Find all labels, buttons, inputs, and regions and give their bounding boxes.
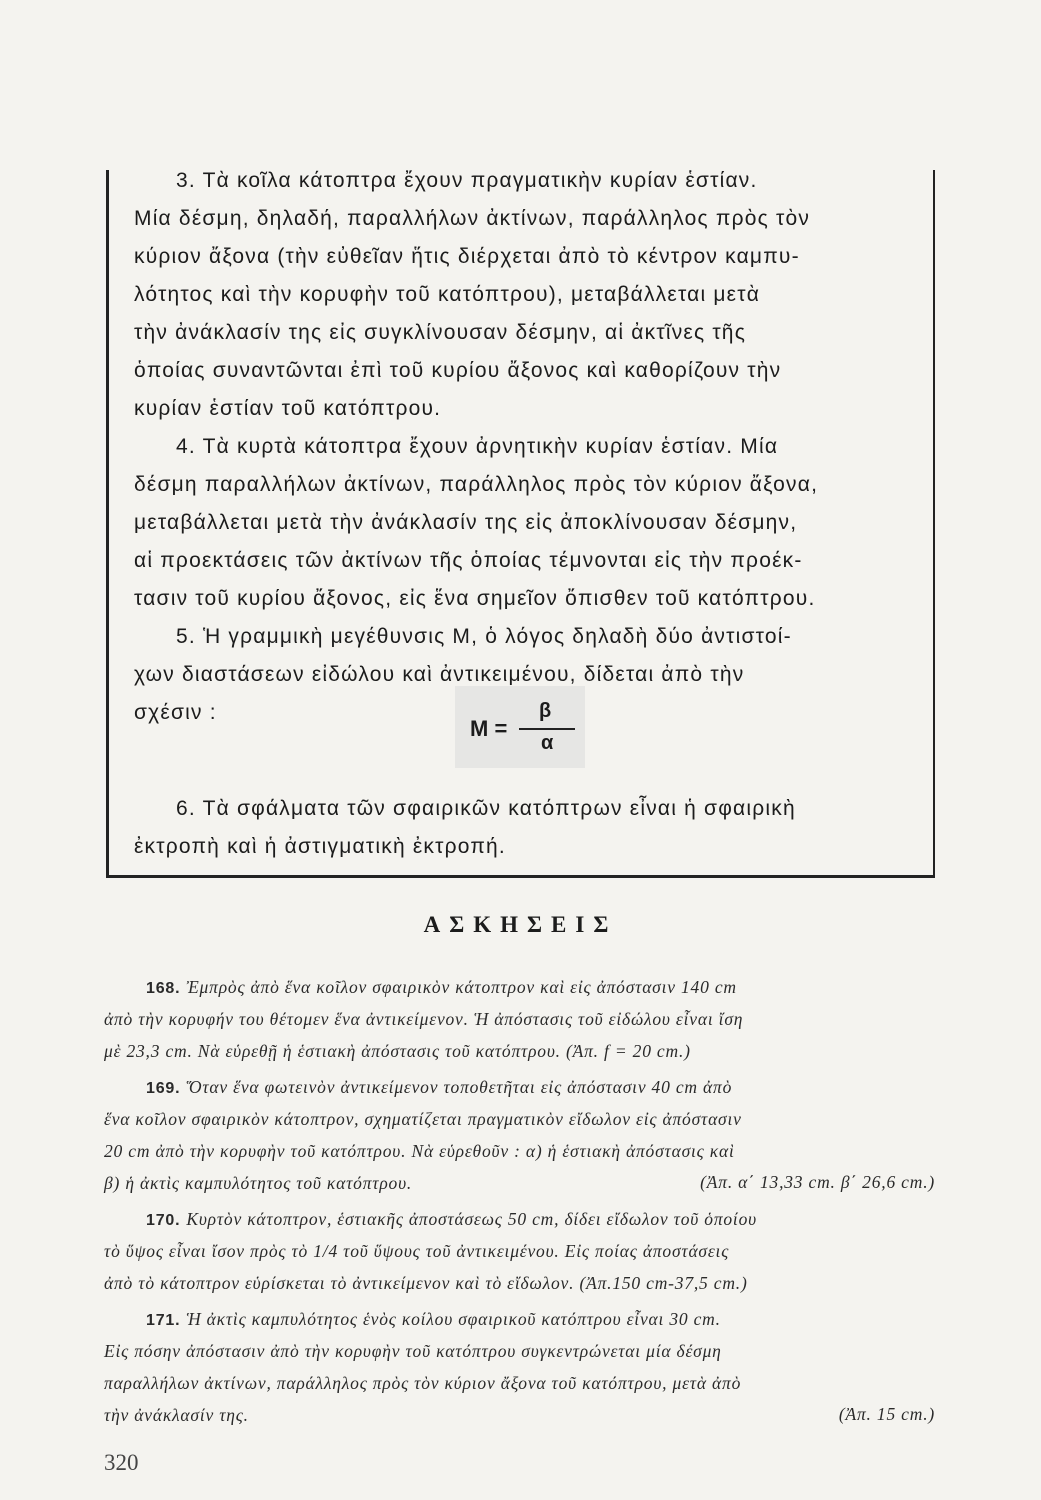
exercise-number: 170.: [146, 1212, 181, 1229]
exercise-171-answer: (Ἀπ. 15 cm.): [838, 1404, 935, 1424]
exercise-169-line: β) ἡ ἀκτὶς καμπυλότητος τοῦ κατόπτρου.: [104, 1173, 413, 1193]
summary-item4-line: 4. Τὰ κυρτὰ κάτοπτρα ἔχουν ἀρνητικὴν κυρίαν ἑστίαν. Μία: [176, 435, 779, 458]
summary-item3-line: τὴν ἀνάκλασίν της εἰς συγκλίνουσαν δέσμην, αἱ ἀκτῖνες τῆς: [134, 321, 747, 344]
exercise-171-line: τὴν ἀνάκλασίν της.: [104, 1405, 249, 1425]
summary-item3-line: κύριον ἄξονα (τὴν εὐθεῖαν ἥτις διέρχεται ἀπὸ τὸ κέντρον καμπυ-: [134, 245, 800, 268]
summary-item5-line: χων διαστάσεων εἰδώλου καὶ ἀντικειμένου, δίδεται ἀπὸ τὴν: [134, 663, 745, 686]
exercise-170-line: 170. Κυρτὸν κάτοπτρον, ἑστιακῆς ἀποστάσεως 50 cm, δίδει εἴδωλον τοῦ ὁποίου: [146, 1209, 757, 1229]
summary-item6-line: ἐκτροπὴ καὶ ἡ ἀστιγματικὴ ἐκτροπή.: [134, 835, 506, 858]
exercise-169-answer: (Ἀπ. α΄ 13,33 cm. β΄ 26,6 cm.): [700, 1172, 935, 1192]
summary-item4-line: δέσμη παραλλήλων ἀκτίνων, παράλληλος πρὸς τὸν κύριον ἄξονα,: [134, 473, 819, 496]
summary-item4-line: αἱ προεκτάσεις τῶν ἀκτίνων τῆς ὁποίας τέμνονται εἰς τὴν προέκ-: [134, 549, 803, 572]
exercise-169-line: 20 cm ἀπὸ τὴν κορυφὴν τοῦ κατόπτρου. Νὰ εὑρεθοῦν : α) ἡ ἑστιακὴ ἀπόστασις καὶ: [104, 1141, 735, 1161]
summary-item5-line: σχέσιν :: [134, 701, 217, 724]
summary-item6-line: 6. Τὰ σφάλματα τῶν σφαιρικῶν κατόπτρων εἶναι ἡ σφαιρικὴ: [176, 797, 796, 820]
exercise-170-line: ἀπὸ τὸ κάτοπτρον εὑρίσκεται τὸ ἀντικείμενον καὶ τὸ εἴδωλον. (Ἀπ.150 cm-37,5 cm.): [104, 1273, 748, 1293]
exercise-169-line: 169. Ὅταν ἕνα φωτεινὸν ἀντικείμενον τοποθετῆται εἰς ἀπόστασιν 40 cm ἀπὸ: [146, 1077, 733, 1097]
formula-numerator: β: [539, 700, 552, 722]
exercise-number: 169.: [146, 1080, 181, 1097]
formula-denominator: α: [541, 732, 554, 754]
formula-lhs: Μ =: [470, 716, 508, 741]
exercises-heading: ΑΣΚΗΣΕΙΣ: [423, 912, 618, 937]
summary-item4-line: μεταβάλλεται μετὰ τὴν ἀνάκλασίν της εἰς ἀποκλίνουσαν δέσμην,: [134, 511, 798, 534]
exercise-number: 168.: [146, 980, 181, 997]
summary-item3-line: ὁποίας συναντῶνται ἐπὶ τοῦ κυρίου ἄξονος καὶ καθορίζουν τὴν: [134, 359, 782, 382]
summary-item3-line: Μία δέσμη, δηλαδή, παραλλήλων ἀκτίνων, παράλληλος πρὸς τὸν: [134, 207, 811, 230]
page-number: 320: [104, 1450, 139, 1475]
exercise-171-line: παραλλήλων ἀκτίνων, παράλληλος πρὸς τὸν κύριον ἄξονα τοῦ κατόπτρου, μετὰ ἀπὸ: [104, 1373, 742, 1393]
summary-item5-line: 5. Ἡ γραμμικὴ μεγέθυνσις Μ, ὁ λόγος δηλαδὴ δύο ἀντιστοί-: [176, 625, 792, 648]
exercise-168-line: ἀπὸ τὴν κορυφήν του θέτομεν ἕνα ἀντικείμενον. Ἡ ἀπόστασις τοῦ εἰδώλου εἶναι ἴση: [104, 1009, 744, 1029]
exercise-171-line: Εἰς πόσην ἀπόστασιν ἀπὸ τὴν κορυφὴν τοῦ κατόπτρου συγκεντρώνεται μία δέσμη: [104, 1341, 722, 1361]
magnification-formula: [455, 686, 585, 768]
summary-item3-line: 3. Τὰ κοῖλα κάτοπτρα ἔχουν πραγματικὴν κυρίαν ἑστίαν.: [176, 169, 758, 192]
summary-item3-line: λότητος καὶ τὴν κορυφὴν τοῦ κατόπτρου), μεταβάλλεται μετὰ: [134, 283, 761, 306]
exercise-169-line: ἕνα κοῖλον σφαιρικὸν κάτοπτρον, σχηματίζεται πραγματικὸν εἴδωλον εἰς ἀπόστασιν: [104, 1109, 742, 1129]
formula-fraction-bar: [519, 728, 575, 730]
exercise-168-line: μὲ 23,3 cm. Νὰ εὑρεθῇ ἡ ἑστιακὴ ἀπόστασις τοῦ κατόπτρου. (Ἀπ. f = 20 cm.): [104, 1041, 691, 1061]
summary-item4-line: τασιν τοῦ κυρίου ἄξονος, εἰς ἕνα σημεῖον ὄπισθεν τοῦ κατόπτρου.: [134, 587, 816, 610]
exercise-number: 171.: [146, 1312, 181, 1329]
exercise-168-line: 168. Ἐμπρὸς ἀπὸ ἕνα κοῖλον σφαιρικὸν κάτοπτρον καὶ εἰς ἀπόστασιν 140 cm: [146, 977, 737, 997]
summary-item3-line: κυρίαν ἑστίαν τοῦ κατόπτρου.: [134, 397, 442, 420]
exercise-170-line: τὸ ὕψος εἶναι ἴσον πρὸς τὸ 1/4 τοῦ ὕψους τοῦ ἀντικειμένου. Εἰς ποίας ἀποστάσεις: [104, 1241, 730, 1261]
exercise-171-line: 171. Ἡ ἀκτὶς καμπυλότητος ἑνὸς κοίλου σφαιρικοῦ κατόπτρου εἶναι 30 cm.: [146, 1309, 721, 1329]
